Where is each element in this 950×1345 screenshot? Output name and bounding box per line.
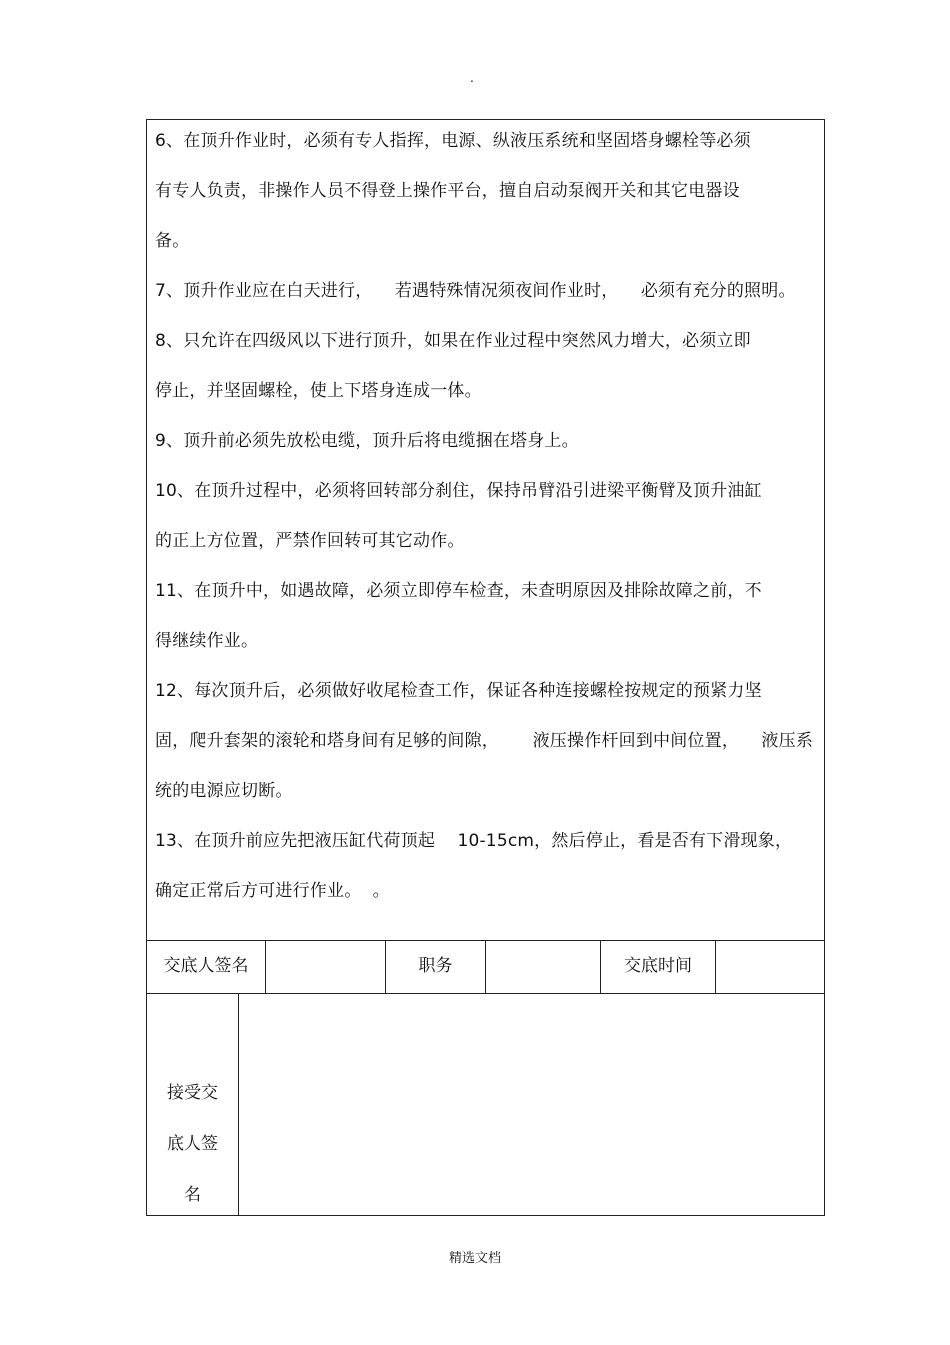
clause-line: 备。 bbox=[155, 231, 190, 251]
position-field[interactable] bbox=[486, 940, 600, 993]
clause-line: 6、在顶升作业时，必须有专人指挥，电源、纵液压系统和坚固塔身螺栓等必须 bbox=[155, 131, 751, 151]
clause-line: 9、顶升前必须先放松电缆，顶升后将电缆捆在塔身上。 bbox=[155, 431, 579, 451]
receiver-label-line: 接受交 bbox=[167, 1083, 218, 1103]
clause-line: 7、顶升作业应在白天进行， 若遇特殊情况须夜间作业时， 必须有充分的照明。 bbox=[155, 281, 796, 301]
clause-line: 11、在顶升中，如遇故障，必须立即停车检查，未查明原因及排除故障之前，不 bbox=[155, 581, 762, 601]
disclosure-time-label: 交底时间 bbox=[624, 956, 692, 976]
clause-line: 13、在顶升前应先把液压缸代荷顶起 10-15cm，然后停止，看是否有下滑现象， bbox=[155, 831, 793, 851]
header-mark: . bbox=[470, 71, 474, 85]
clause-line: 的正上方位置，严禁作回转可其它动作。 bbox=[155, 531, 465, 551]
disclosure-table bbox=[146, 119, 825, 1216]
position-label: 职务 bbox=[418, 956, 453, 976]
clause-line: 得继续作业。 bbox=[155, 631, 259, 651]
presenter-signature-label: 交底人签名 bbox=[163, 956, 249, 976]
clause-line: 12、每次顶升后，必须做好收尾检查工作，保证各种连接螺栓按规定的预紧力坚 bbox=[155, 681, 762, 701]
clause-line: 8、只允许在四级风以下进行顶升，如果在作业过程中突然风力增大，必须立即 bbox=[155, 331, 751, 351]
clause-line: 有专人负责，非操作人员不得登上操作平台，擅自启动泵阀开关和其它电器设 bbox=[155, 181, 740, 201]
clauses-section bbox=[155, 126, 820, 926]
clause-line: 固，爬升套架的滚轮和塔身间有足够的间隙， 液压操作杆回到中间位置， 液压系 bbox=[155, 731, 814, 751]
receiver-label-line: 底人签 bbox=[167, 1134, 218, 1154]
clause-line: 10、在顶升过程中，必须将回转部分刹住，保持吊臂沿引进梁平衡臂及顶升油缸 bbox=[155, 481, 762, 501]
footer-text: 精选文档 bbox=[448, 1251, 501, 1266]
disclosure-time-field[interactable] bbox=[716, 940, 824, 993]
receiver-signature-field[interactable] bbox=[239, 994, 824, 1215]
presenter-signature-field[interactable] bbox=[266, 940, 385, 993]
clause-line: 确定正常后方可进行作业。 。 bbox=[155, 881, 390, 901]
clause-line: 统的电源应切断。 bbox=[155, 781, 293, 801]
receiver-signature-label bbox=[147, 1068, 238, 1221]
receiver-label-line: 名 bbox=[184, 1185, 201, 1205]
clause-line: 停止，并坚固螺栓，使上下塔身连成一体。 bbox=[155, 381, 482, 401]
